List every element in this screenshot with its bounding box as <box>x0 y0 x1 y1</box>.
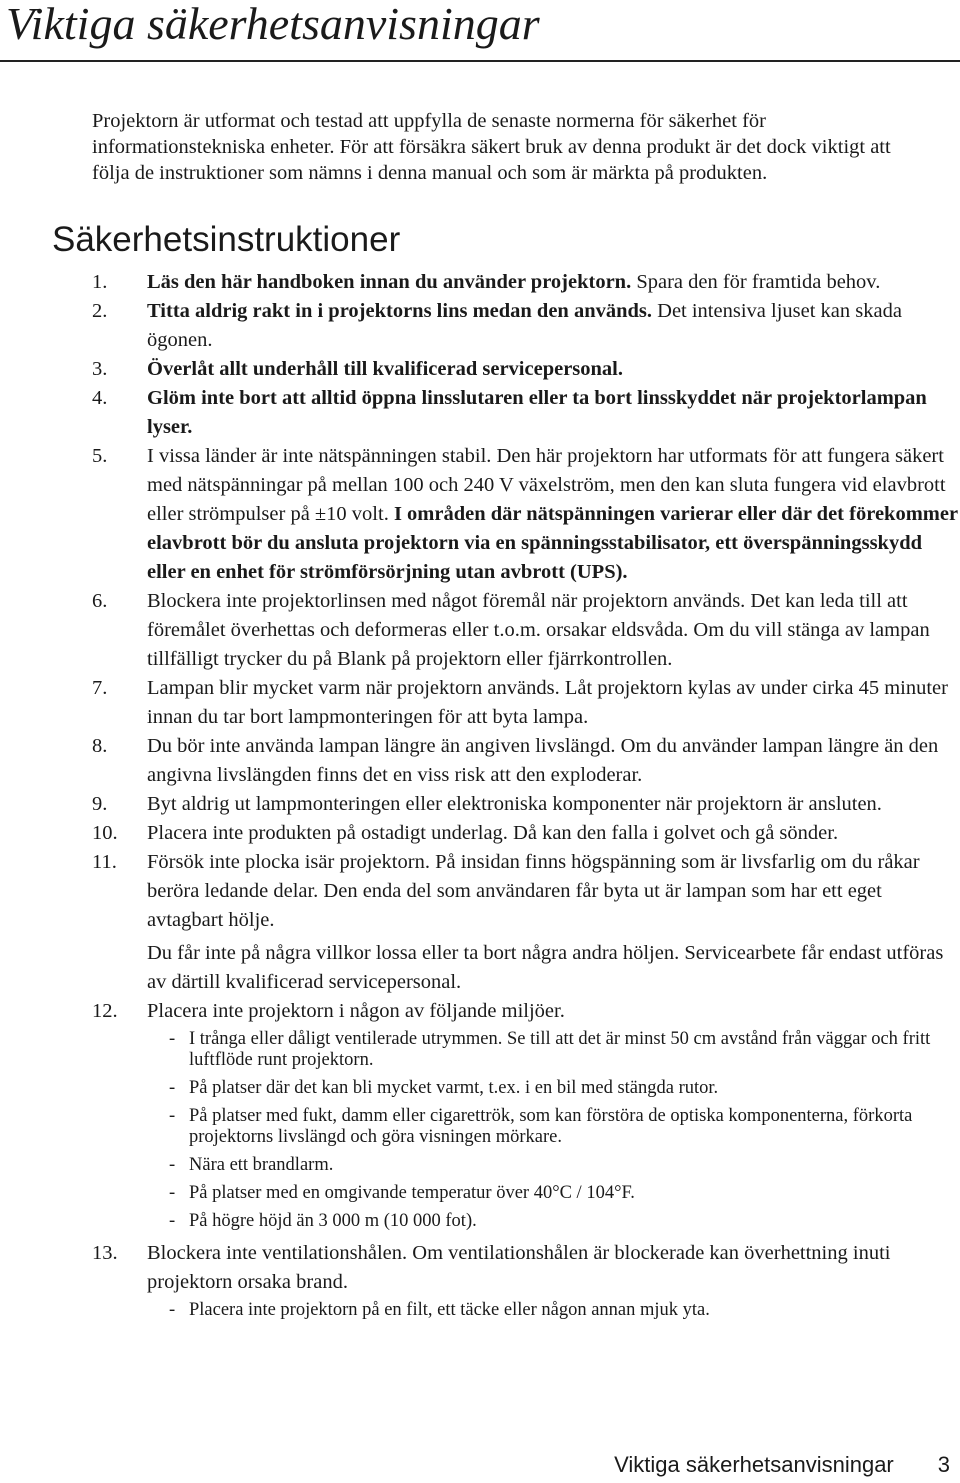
page-title: Viktiga säkerhetsanvisningar <box>6 0 540 49</box>
intro-paragraph: Projektorn är utformat och testad att uppfylla de senaste normerna för säkerhet för informationstekniska enheter. För att försäkra säkert bruk av denna produkt är det dock viktigt att följa de instruktioner som nämns i denna manual och som är märkta på produkten. <box>92 110 891 184</box>
sub-list-text: På högre höjd än 3 000 m (10 000 fot). <box>189 1211 477 1231</box>
instruction-emphasis: Glöm inte bort att alltid öppna linsslutaren eller ta bort linsskyddet när projektorlampan lyser. <box>147 387 927 438</box>
instruction-emphasis: Titta aldrig rakt in i projektorns lins medan den används. <box>147 300 653 322</box>
instruction-text <box>147 268 958 297</box>
dash-bullet: - <box>169 1155 176 1175</box>
sub-list-item <box>169 1183 958 1204</box>
instruction-body: Du bör inte använda lampan längre än angiven livslängd. Om du använder lampan längre än den angivna livslängden finns det en viss risk att den exploderar. <box>147 735 939 786</box>
sub-list-text: I trånga eller dåligt ventilerade utrymmen. Se till att det är minst 50 cm avstånd från väggar och fritt luftflöde runt projektorn. <box>189 1029 931 1070</box>
instruction-number: 2. <box>92 300 108 322</box>
safety-instruction-list <box>92 268 958 1328</box>
instruction-content <box>147 790 958 819</box>
footer-label: Viktiga säkerhetsanvisningar <box>614 1452 894 1477</box>
instruction-text <box>147 997 958 1026</box>
instruction-content <box>147 587 958 674</box>
sub-list-text: På platser med en omgivande temperatur över 40°C / 104°F. <box>189 1183 635 1203</box>
instruction-text <box>147 1239 958 1297</box>
instruction-number: 1. <box>92 271 108 293</box>
instruction-number: 9. <box>92 793 108 815</box>
instruction-number: 4. <box>92 387 108 409</box>
title-rule <box>0 60 960 62</box>
instruction-body: Det intensiva ljuset kan skada ögonen. <box>147 300 902 351</box>
instruction-item <box>92 268 958 297</box>
sub-list-text: Placera inte projektorn på en filt, ett täcke eller någon annan mjuk yta. <box>189 1300 710 1320</box>
instruction-emphasis: I områden där nätspänningen varierar eller där det förekommer elavbrott bör du ansluta projektorn via en spänningsstabilisator, ett överspänningsskydd eller en enhet för strömförsörjning utan avbrott (UPS). <box>147 503 958 583</box>
instruction-text <box>147 674 958 732</box>
instruction-item <box>92 732 958 790</box>
instruction-text <box>147 819 958 848</box>
instruction-emphasis: Överlåt allt underhåll till kvalificerad servicepersonal. <box>147 358 623 380</box>
instruction-content <box>147 674 958 732</box>
instruction-body: Placera inte produkten på ostadigt underlag. Då kan den falla i golvet och gå sönder. <box>147 822 839 844</box>
instruction-item <box>92 587 958 674</box>
sub-list-item <box>169 1300 958 1321</box>
instruction-number: 10. <box>92 822 118 844</box>
instruction-content <box>147 355 958 384</box>
instruction-item <box>92 790 958 819</box>
instruction-text <box>147 297 958 355</box>
instruction-text <box>147 587 958 674</box>
instruction-emphasis: Läs den här handboken innan du använder projektorn. <box>147 271 632 293</box>
instruction-item <box>92 355 958 384</box>
instruction-item <box>92 1239 958 1328</box>
page-footer <box>614 1452 950 1478</box>
dash-bullet: - <box>169 1300 176 1320</box>
instruction-number: 8. <box>92 735 108 757</box>
sub-list-item <box>169 1106 958 1148</box>
instruction-body: Lampan blir mycket varm när projektorn används. Låt projektorn kylas av under cirka 45 minuter innan du tar bort lampmonteringen för att byta lampa. <box>147 677 948 728</box>
sub-list-text: På platser där det kan bli mycket varmt, t.ex. i en bil med stängda rutor. <box>189 1078 719 1098</box>
instruction-text <box>147 848 958 935</box>
instruction-content <box>147 384 958 442</box>
instruction-item <box>92 674 958 732</box>
instruction-body: Byt aldrig ut lampmonteringen eller elektroniska komponenter när projektorn är ansluten. <box>147 793 882 815</box>
dash-bullet: - <box>169 1078 176 1098</box>
instruction-body: Blockera inte projektorlinsen med något föremål när projektorn används. Det kan leda till att föremålet överhettas och deformeras eller t.o.m. orsakar eldsvåda. Om du vill stänga av lampan tillfälligt trycker du på Blank på projektorn eller fjärrkontrollen. <box>147 590 930 670</box>
instruction-body: Försök inte plocka isär projektorn. På insidan finns högspänning som är livsfarlig om du råkar beröra ledande delar. Den enda del som användaren får byta ut är lampan som har ett eget avtagbart hölje. <box>147 851 920 931</box>
instruction-content <box>147 442 958 587</box>
instruction-number: 6. <box>92 590 108 612</box>
instruction-content <box>147 732 958 790</box>
instruction-body: Blockera inte ventilationshålen. Om ventilationshålen är blockerade kan överhettning inuti projektorn orsaka brand. <box>147 1242 891 1293</box>
sub-list-item <box>169 1155 958 1176</box>
instruction-content <box>147 848 958 997</box>
instruction-content <box>147 819 958 848</box>
instruction-content <box>147 297 958 355</box>
sub-list-item <box>169 1029 958 1071</box>
instruction-text <box>147 790 958 819</box>
instruction-number: 11. <box>92 851 117 873</box>
instruction-item <box>92 384 958 442</box>
instruction-body: Placera inte projektorn i någon av följande miljöer. <box>147 1000 565 1022</box>
instruction-body: Spara den för framtida behov. <box>631 271 881 293</box>
instruction-extra: Du får inte på några villkor lossa eller ta bort några andra höljen. Servicearbete får endast utföras av därtill kvalificerad servicepersonal. <box>147 942 944 993</box>
sub-list <box>147 1300 958 1321</box>
page-number: 3 <box>937 1452 950 1477</box>
instruction-content <box>147 1239 958 1328</box>
instruction-item <box>92 819 958 848</box>
instruction-content <box>147 268 958 297</box>
sub-list-text: Nära ett brandlarm. <box>189 1155 334 1175</box>
instruction-number: 12. <box>92 1000 118 1022</box>
instruction-item <box>92 848 958 997</box>
instruction-content <box>147 997 958 1239</box>
instruction-number: 3. <box>92 358 108 380</box>
sub-list-item <box>169 1078 958 1099</box>
instruction-number: 5. <box>92 445 108 467</box>
instruction-text <box>147 732 958 790</box>
dash-bullet: - <box>169 1106 176 1126</box>
dash-bullet: - <box>169 1183 176 1203</box>
sub-list-item <box>169 1211 958 1232</box>
dash-bullet: - <box>169 1211 176 1231</box>
sub-list <box>147 1029 958 1232</box>
instruction-text <box>147 355 958 384</box>
instruction-item <box>92 997 958 1239</box>
instruction-item <box>92 442 958 587</box>
section-heading: Säkerhetsinstruktioner <box>52 220 401 259</box>
sub-list-text: På platser med fukt, damm eller cigarettrök, som kan förstöra de optiska komponenterna, förkorta projektorns livslängd och göra visningen mörkare. <box>189 1106 913 1147</box>
instruction-number: 7. <box>92 677 108 699</box>
instruction-text <box>147 442 958 587</box>
instruction-number: 13. <box>92 1242 118 1264</box>
instruction-item <box>92 297 958 355</box>
instruction-body: I vissa länder är inte nätspänningen stabil. Den här projektorn har utformats för att fungera säkert med nätspänningar på mellan 100 och 240 V växelström, men den kan sluta fungera vid elavbrott eller strömpulser på ±10 volt. <box>147 445 946 525</box>
instruction-text <box>147 384 958 442</box>
dash-bullet: - <box>169 1029 176 1049</box>
